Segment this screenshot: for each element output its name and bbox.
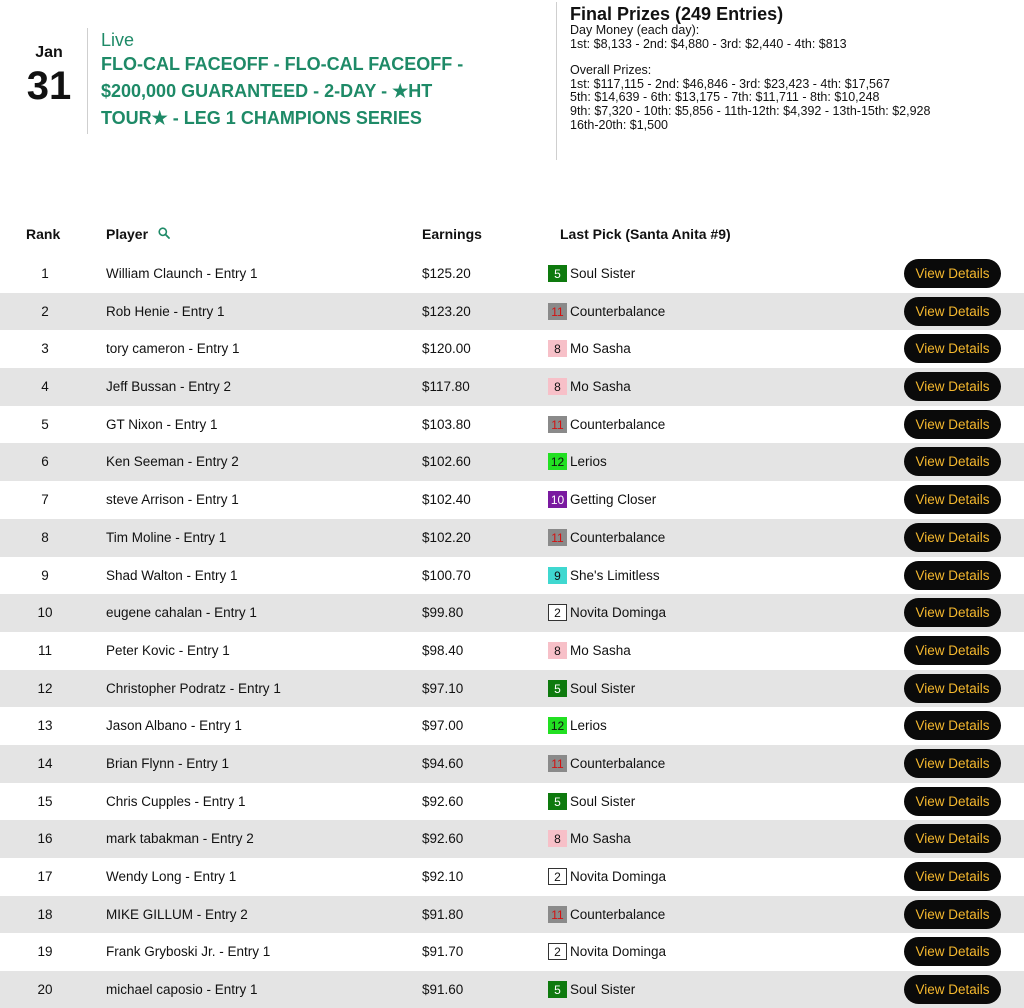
last-pick-cell <box>548 755 665 772</box>
player-cell: William Claunch - Entry 1 <box>106 266 258 281</box>
view-details-button[interactable]: View Details <box>904 259 1001 288</box>
earnings-cell: $97.00 <box>422 718 464 734</box>
rank-cell: 19 <box>37 944 53 960</box>
last-pick-cell <box>548 642 631 659</box>
horse-name: Mo Sasha <box>570 379 631 395</box>
view-details-button[interactable]: View Details <box>904 674 1001 703</box>
saddle-cloth-badge: 12 <box>548 717 567 734</box>
horse-name: Soul Sister <box>570 680 636 696</box>
player-cell: Jeff Bussan - Entry 2 <box>106 379 232 395</box>
earnings-cell: $92.10 <box>422 869 464 884</box>
player-cell: Wendy Long - Entry 1 <box>106 869 237 884</box>
rank-cell: 7 <box>41 492 49 508</box>
rank-cell: 4 <box>41 379 49 395</box>
view-details-button[interactable]: View Details <box>904 297 1001 326</box>
table-row <box>0 557 1024 595</box>
day-money-values: 1st: $8,133 - 2nd: $4,880 - 3rd: $2,440 - 4th: $813 <box>570 36 847 51</box>
earnings-cell: $125.20 <box>422 266 471 281</box>
saddle-cloth-badge: 2 <box>548 943 567 960</box>
horse-name: Novita Dominga <box>570 605 667 621</box>
event-header <box>0 0 1024 200</box>
rank-cell: 20 <box>37 982 53 998</box>
player-cell: GT Nixon - Entry 1 <box>106 416 218 432</box>
saddle-cloth-badge: 5 <box>548 793 567 810</box>
view-details-button[interactable]: View Details <box>904 372 1001 401</box>
saddle-cloth-badge: 12 <box>548 453 567 470</box>
earnings-cell: $102.60 <box>422 454 471 470</box>
table-row <box>0 670 1024 708</box>
player-cell: MIKE GILLUM - Entry 2 <box>106 906 248 922</box>
last-pick-cell <box>548 378 631 395</box>
event-title-line: $200,000 GUARANTEED - 2-DAY - ★HT <box>101 81 433 101</box>
table-row <box>0 896 1024 934</box>
player-cell: Ken Seeman - Entry 2 <box>106 454 239 470</box>
view-details-button[interactable]: View Details <box>904 485 1001 514</box>
player-cell: Christopher Podratz - Entry 1 <box>106 680 281 696</box>
horse-name: Mo Sasha <box>570 341 631 357</box>
horse-name: Counterbalance <box>570 906 666 922</box>
player-column-label: Player <box>106 226 149 242</box>
horse-name: Lerios <box>570 454 607 470</box>
overall-prizes-line: 9th: $7,320 - 10th: $5,856 - 11th-12th: $4,392 - 13th-15th: $2,928 <box>570 103 931 118</box>
view-details-button[interactable]: View Details <box>904 900 1001 929</box>
last-pick-cell <box>548 491 656 508</box>
horse-name: Counterbalance <box>570 529 666 545</box>
horse-name: Getting Closer <box>570 492 657 508</box>
table-row <box>0 783 1024 821</box>
last-pick-cell <box>548 416 665 433</box>
table-row <box>0 858 1024 896</box>
saddle-cloth-badge: 8 <box>548 830 567 847</box>
horse-name: Counterbalance <box>570 755 666 771</box>
player-cell: Peter Kovic - Entry 1 <box>106 642 230 658</box>
overall-prizes-line: 5th: $14,639 - 6th: $13,175 - 7th: $11,711 - 8th: $10,248 <box>570 90 880 105</box>
last-pick-cell <box>548 981 635 998</box>
horse-name: Counterbalance <box>570 303 666 319</box>
last-pick-cell <box>548 830 631 847</box>
last-pick-cell <box>548 906 665 923</box>
saddle-cloth-badge: 8 <box>548 642 567 659</box>
table-row <box>0 745 1024 783</box>
earnings-cell: $120.00 <box>422 341 471 357</box>
view-details-button[interactable]: View Details <box>904 711 1001 740</box>
earnings-cell: $102.40 <box>422 492 471 508</box>
table-row <box>0 330 1024 368</box>
saddle-cloth-badge: 11 <box>548 303 567 320</box>
player-cell: michael caposio - Entry 1 <box>106 982 258 998</box>
event-info <box>101 30 541 132</box>
horse-name: Counterbalance <box>570 416 666 432</box>
overall-prizes-label: Overall Prizes: <box>570 63 652 78</box>
player-cell: tory cameron - Entry 1 <box>106 341 240 357</box>
saddle-cloth-badge: 8 <box>548 340 567 357</box>
saddle-cloth-badge: 11 <box>548 906 567 923</box>
saddle-cloth-badge: 5 <box>548 680 567 697</box>
horse-name: Mo Sasha <box>570 831 631 847</box>
table-row <box>0 971 1024 1008</box>
rank-cell: 14 <box>37 755 53 771</box>
table-row <box>0 481 1024 519</box>
rank-cell: 1 <box>41 266 49 281</box>
last-pick-cell <box>548 943 666 960</box>
table-row <box>0 632 1024 670</box>
view-details-button[interactable]: View Details <box>904 447 1001 476</box>
saddle-cloth-badge: 5 <box>548 981 567 998</box>
saddle-cloth-badge: 10 <box>548 491 567 508</box>
last-pick-cell <box>548 793 635 810</box>
prizes-title: Final Prizes (249 Entries) <box>570 4 784 24</box>
earnings-cell: $102.20 <box>422 529 471 545</box>
view-details-button[interactable]: View Details <box>904 749 1001 778</box>
rank-cell: 17 <box>37 869 53 884</box>
player-cell: eugene cahalan - Entry 1 <box>106 605 257 621</box>
view-details-button[interactable]: View Details <box>904 334 1001 363</box>
view-details-button[interactable]: View Details <box>904 824 1001 853</box>
earnings-cell: $91.70 <box>422 944 464 960</box>
leaderboard-table <box>0 255 1024 1008</box>
table-row <box>0 406 1024 444</box>
rank-cell: 6 <box>41 454 49 470</box>
saddle-cloth-badge: 8 <box>548 378 567 395</box>
saddle-cloth-badge: 11 <box>548 755 567 772</box>
last-pick-cell <box>548 340 631 357</box>
earnings-cell: $103.80 <box>422 416 471 432</box>
search-icon[interactable] <box>154 227 170 242</box>
rank-cell: 3 <box>41 341 49 357</box>
view-details-button[interactable]: View Details <box>904 862 1001 891</box>
rank-cell: 5 <box>41 416 49 432</box>
horse-name: Novita Dominga <box>570 944 667 960</box>
last-pick-cell <box>548 303 665 320</box>
horse-name: She's Limitless <box>570 567 660 583</box>
player-cell: Jason Albano - Entry 1 <box>106 718 242 734</box>
leaderboard-header <box>0 216 1024 252</box>
earnings-cell: $94.60 <box>422 755 464 771</box>
earnings-cell: $98.40 <box>422 642 464 658</box>
view-details-button[interactable]: View Details <box>904 975 1001 1004</box>
earnings-column-header: Earnings <box>422 226 482 242</box>
earnings-cell: $100.70 <box>422 567 471 583</box>
last-pick-cell <box>548 868 666 885</box>
view-details-button[interactable]: View Details <box>904 937 1001 966</box>
day-money-label: Day Money (each day): <box>570 23 700 37</box>
rank-cell: 8 <box>41 529 49 545</box>
saddle-cloth-badge: 11 <box>548 529 567 546</box>
divider <box>556 2 557 160</box>
view-details-button[interactable]: View Details <box>904 787 1001 816</box>
horse-name: Novita Dominga <box>570 869 667 884</box>
player-cell: Brian Flynn - Entry 1 <box>106 755 230 771</box>
player-cell: Frank Gryboski Jr. - Entry 1 <box>106 944 271 960</box>
last-pick-cell <box>548 604 666 621</box>
player-cell: Rob Henie - Entry 1 <box>106 303 225 319</box>
rank-cell: 18 <box>37 906 53 922</box>
player-cell: Shad Walton - Entry 1 <box>106 567 238 583</box>
view-details-button[interactable]: View Details <box>904 523 1001 552</box>
event-month: Jan <box>35 44 63 61</box>
event-day: 31 <box>26 64 72 108</box>
event-title <box>101 51 541 132</box>
rank-cell: 9 <box>41 567 49 583</box>
last-pick-cell <box>548 453 607 470</box>
event-title-line: TOUR★ - LEG 1 CHAMPIONS SERIES <box>101 108 422 128</box>
rank-cell: 13 <box>37 718 53 734</box>
prizes-panel <box>570 4 1020 132</box>
last-pick-cell <box>548 265 635 282</box>
earnings-cell: $117.80 <box>422 379 470 395</box>
table-row <box>0 594 1024 632</box>
table-row <box>0 519 1024 557</box>
table-row <box>0 933 1024 971</box>
player-column-header <box>106 226 170 242</box>
horse-name: Soul Sister <box>570 982 636 998</box>
player-cell: mark tabakman - Entry 2 <box>106 831 254 847</box>
last-pick-cell <box>548 680 635 697</box>
view-details-button[interactable]: View Details <box>904 598 1001 627</box>
table-row <box>0 820 1024 858</box>
view-details-button[interactable]: View Details <box>904 561 1001 590</box>
overall-prizes-line: 1st: $117,115 - 2nd: $46,846 - 3rd: $23,423 - 4th: $17,567 <box>570 76 890 91</box>
table-row <box>0 707 1024 745</box>
rank-cell: 11 <box>37 642 52 658</box>
saddle-cloth-badge: 9 <box>548 567 567 584</box>
player-cell: Chris Cupples - Entry 1 <box>106 793 246 809</box>
last-pick-cell <box>548 567 660 584</box>
table-row <box>0 443 1024 481</box>
horse-name: Mo Sasha <box>570 642 631 658</box>
player-cell: Tim Moline - Entry 1 <box>106 529 227 545</box>
horse-name: Soul Sister <box>570 793 636 809</box>
saddle-cloth-badge: 5 <box>548 265 567 282</box>
table-row <box>0 255 1024 293</box>
player-cell: steve Arrison - Entry 1 <box>106 492 239 508</box>
view-details-button[interactable]: View Details <box>904 636 1001 665</box>
earnings-cell: $99.80 <box>422 605 464 621</box>
rank-cell: 12 <box>37 680 53 696</box>
last-pick-cell <box>548 529 665 546</box>
rank-cell: 16 <box>37 831 53 847</box>
earnings-cell: $97.10 <box>422 680 464 696</box>
event-date <box>22 44 76 108</box>
earnings-cell: $92.60 <box>422 793 464 809</box>
event-status: Live <box>101 30 135 50</box>
horse-name: Lerios <box>570 718 607 734</box>
overall-prizes-line: 16th-20th: $1,500 <box>570 117 668 132</box>
divider <box>87 28 88 134</box>
event-title-line: FLO-CAL FACEOFF - FLO-CAL FACEOFF - <box>101 54 464 74</box>
rank-cell: 10 <box>37 605 53 621</box>
last-pick-cell <box>548 717 607 734</box>
table-row <box>0 368 1024 406</box>
horse-name: Soul Sister <box>570 266 636 281</box>
rank-column-header: Rank <box>26 226 61 242</box>
earnings-cell: $123.20 <box>422 303 471 319</box>
rank-cell: 2 <box>41 303 49 319</box>
earnings-cell: $91.60 <box>422 982 464 998</box>
earnings-cell: $91.80 <box>422 906 464 922</box>
last-pick-column-header: Last Pick (Santa Anita #9) <box>560 226 731 242</box>
saddle-cloth-badge: 2 <box>548 604 567 621</box>
saddle-cloth-badge: 11 <box>548 416 567 433</box>
rank-cell: 15 <box>37 793 53 809</box>
earnings-cell: $92.60 <box>422 831 464 847</box>
view-details-button[interactable]: View Details <box>904 410 1001 439</box>
saddle-cloth-badge: 2 <box>548 868 567 885</box>
table-row <box>0 293 1024 331</box>
